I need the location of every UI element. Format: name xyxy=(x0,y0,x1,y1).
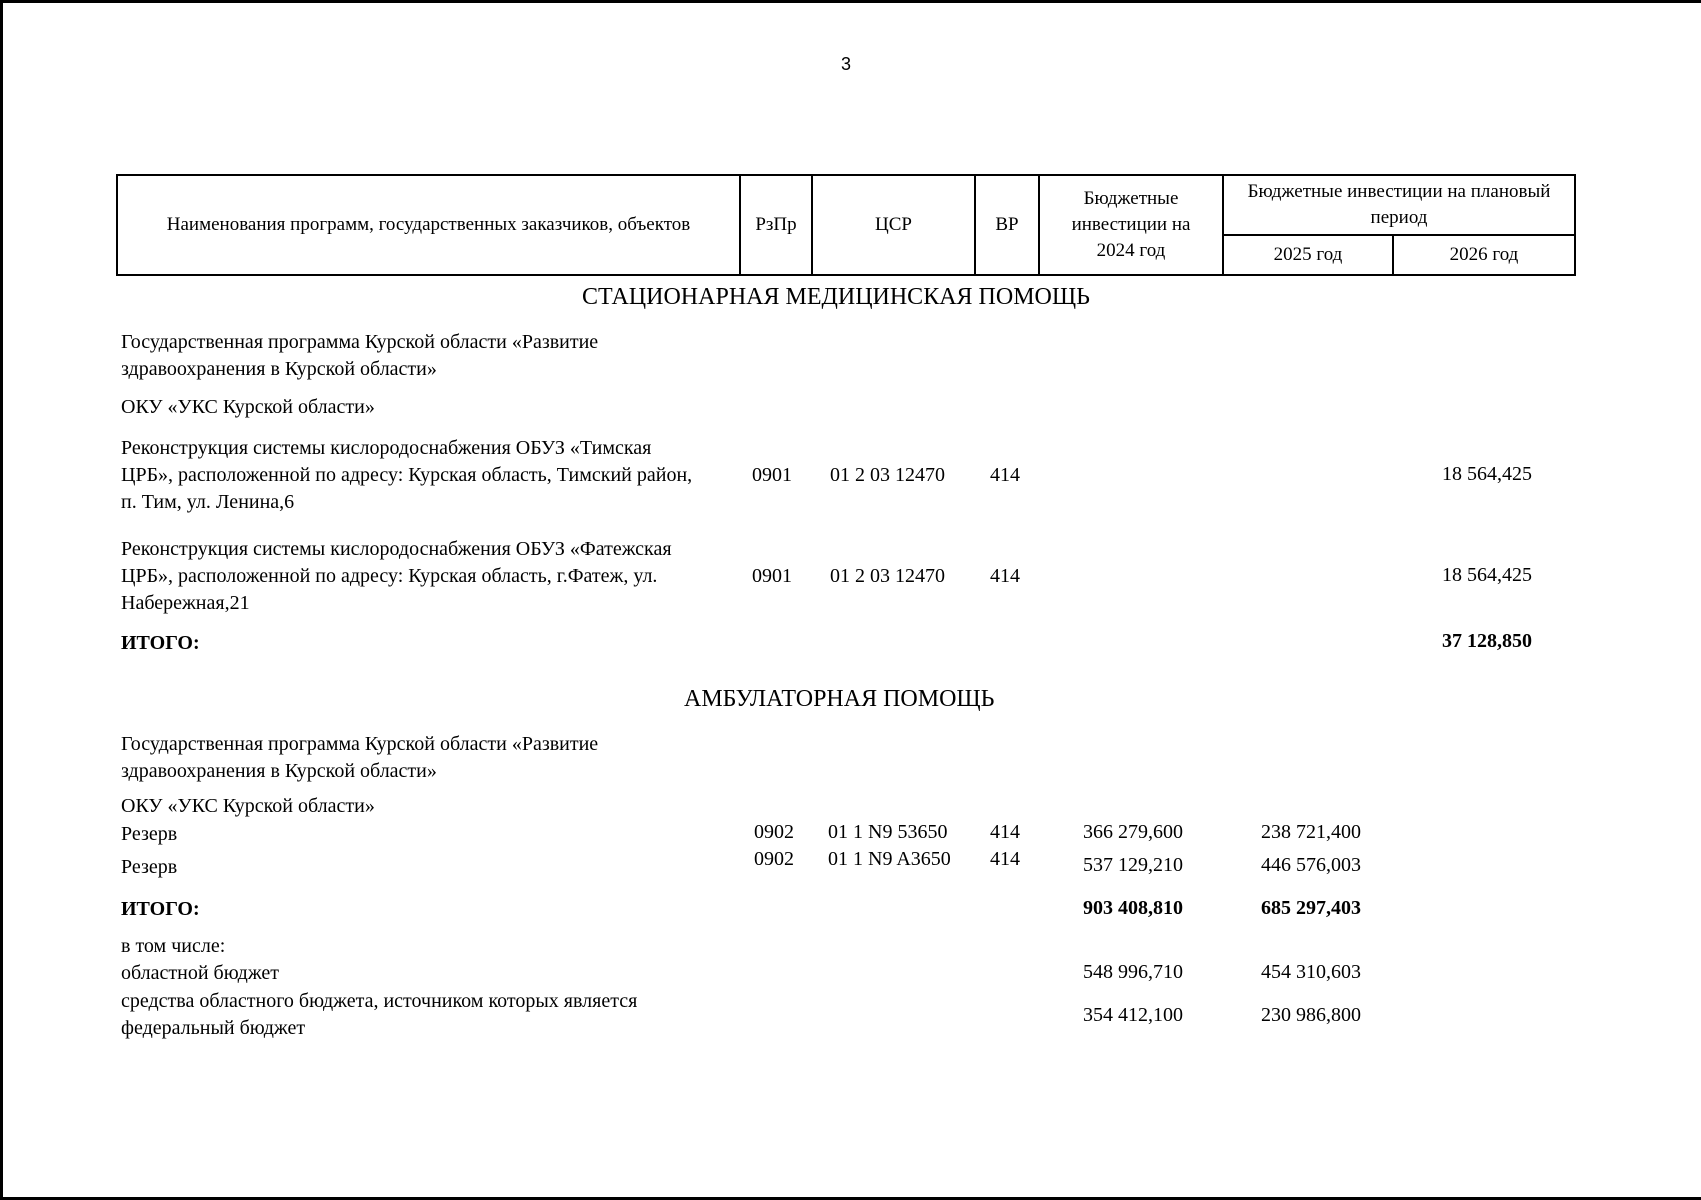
federal-funds-2025: 230 986,800 xyxy=(1261,1004,1361,1026)
section1-row2-rzpr: 0901 xyxy=(752,565,792,587)
section2-row1-rzpr: 0902 xyxy=(754,821,794,843)
section2-row1-vr: 414 xyxy=(990,821,1020,843)
section1-row2-vr: 414 xyxy=(990,565,1020,587)
header-2024-line3: 2024 год xyxy=(1096,240,1166,261)
federal-funds-line2: федеральный бюджет xyxy=(121,1017,306,1039)
header-2024-line2: инвестиции на xyxy=(1071,214,1191,235)
section2-row1-2024: 366 279,600 xyxy=(1083,821,1183,843)
section1-row2-line1: Реконструкция системы кислородоснабжения ОБУЗ «Фатежская xyxy=(121,538,672,560)
header-plan-line2: период xyxy=(1370,207,1428,228)
section2-program-line1: Государственная программа Курской области «Развитие xyxy=(121,733,599,755)
section1-row1-vr: 414 xyxy=(990,464,1020,486)
section2-total-2024: 903 408,810 xyxy=(1083,897,1183,919)
section2-row2-vr: 414 xyxy=(990,848,1020,870)
section2-title: АМБУЛАТОРНАЯ ПОМОЩЬ xyxy=(684,686,995,712)
header-plan-line1: Бюджетные инвестиции на плановый xyxy=(1247,181,1551,202)
section1-program-line2: здравоохранения в Курской области» xyxy=(121,358,437,380)
header-col-2024 xyxy=(1040,176,1222,274)
section1-row2-line3: Набережная,21 xyxy=(121,592,250,614)
section2-row2-name: Резерв xyxy=(121,856,178,878)
section1-row1-line2: ЦРБ», расположенной по адресу: Курская область, Тимский район, xyxy=(121,464,693,486)
section2-row2-2024: 537 129,210 xyxy=(1083,854,1183,876)
page-number: 3 xyxy=(841,54,852,74)
section2-row2-csr: 01 1 N9 A3650 xyxy=(828,848,951,870)
section1-row2-2026: 18 564,425 xyxy=(1442,564,1532,586)
section1-row2-csr: 01 2 03 12470 xyxy=(830,565,945,587)
section1-title: СТАЦИОНАРНАЯ МЕДИЦИНСКАЯ ПОМОЩЬ xyxy=(582,284,1090,310)
header-col-2025: 2025 год xyxy=(1273,244,1343,265)
section1-row1-rzpr: 0901 xyxy=(752,464,792,486)
section2-row2-rzpr: 0902 xyxy=(754,848,794,870)
section1-program-line1: Государственная программа Курской области «Развитие xyxy=(121,331,599,353)
regional-budget-2024: 548 996,710 xyxy=(1083,961,1183,983)
section2-row2-2025: 446 576,003 xyxy=(1261,854,1361,876)
header-col-rzpr: РзПр xyxy=(755,214,797,235)
section2-total-2025: 685 297,403 xyxy=(1261,897,1361,919)
section2-total-label: ИТОГО: xyxy=(121,898,200,920)
table-header xyxy=(116,174,1576,276)
regional-budget-label: областной бюджет xyxy=(121,962,280,984)
header-col-plan xyxy=(1224,176,1574,234)
header-2024-line1: Бюджетные xyxy=(1083,188,1179,209)
section2-row1-2025: 238 721,400 xyxy=(1261,821,1361,843)
section1-row2-line2: ЦРБ», расположенной по адресу: Курская область, г.Фатеж, ул. xyxy=(121,565,658,587)
federal-funds-2024: 354 412,100 xyxy=(1083,1004,1183,1026)
header-col-2026: 2026 год xyxy=(1449,244,1519,265)
regional-budget-2025: 454 310,603 xyxy=(1261,961,1361,983)
section1-row1-line1: Реконструкция системы кислородоснабжения ОБУЗ «Тимская xyxy=(121,437,652,459)
section2-row1-name: Резерв xyxy=(121,823,178,845)
section2-customer: ОКУ «УКС Курской области» xyxy=(121,795,375,817)
header-col-name: Наименования программ, государственных заказчиков, объектов xyxy=(166,214,691,235)
section1-customer: ОКУ «УКС Курской области» xyxy=(121,396,375,418)
section1-total-label: ИТОГО: xyxy=(121,632,200,654)
header-col-vr: ВР xyxy=(995,214,1019,235)
section1-total-2026: 37 128,850 xyxy=(1442,630,1532,652)
header-col-csr: ЦСР xyxy=(875,214,912,235)
section2-row1-csr: 01 1 N9 53650 xyxy=(828,821,948,843)
section1-row1-csr: 01 2 03 12470 xyxy=(830,464,945,486)
including-label: в том числе: xyxy=(121,935,226,957)
section1-row1-line3: п. Тим, ул. Ленина,6 xyxy=(121,491,295,513)
section2-program-line2: здравоохранения в Курской области» xyxy=(121,760,437,782)
section1-row1-2026: 18 564,425 xyxy=(1442,463,1532,485)
federal-funds-line1: средства областного бюджета, источником которых является xyxy=(121,990,638,1012)
